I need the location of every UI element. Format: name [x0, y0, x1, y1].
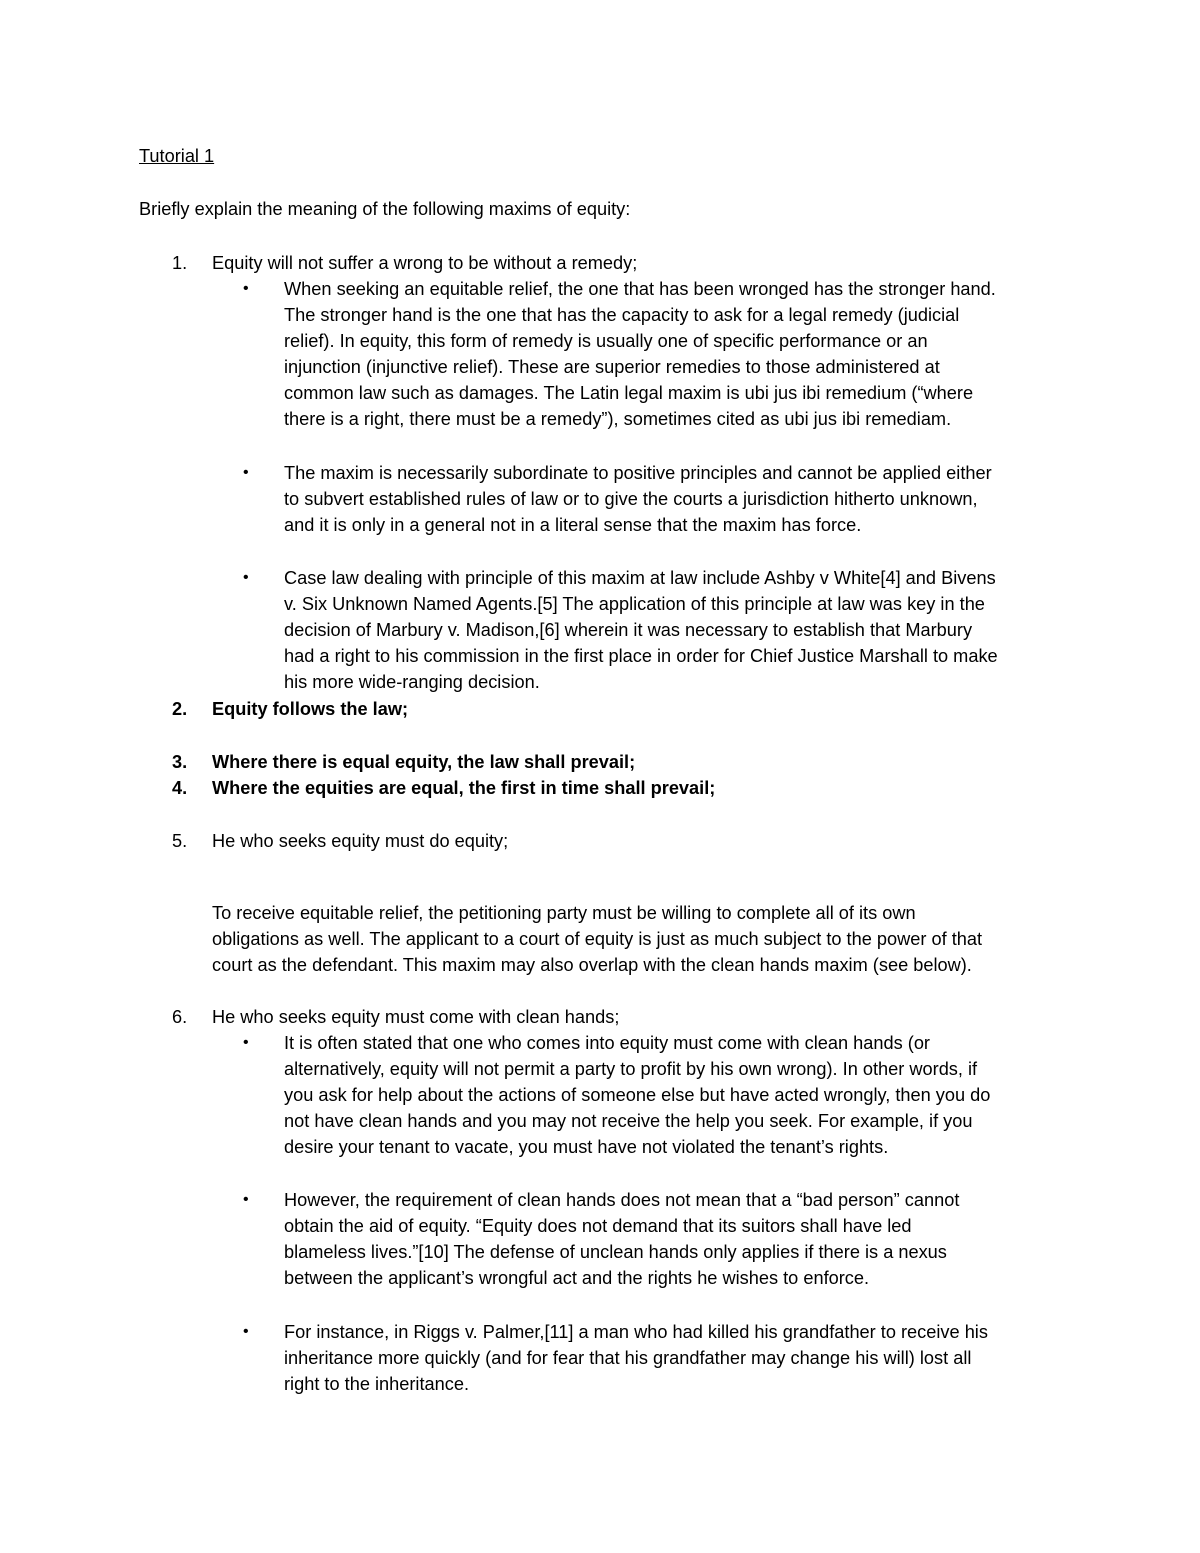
bullet-line: When seeking an equitable relief, the one that has been wronged has the stronger hand. [284, 279, 996, 299]
bullet-line: blameless lives.”[10] The defense of unclean hands only applies if there is a nexus [284, 1242, 947, 1262]
bullet-line: you ask for help about the actions of someone else but have acted wrongly, then you do [284, 1085, 991, 1105]
paragraph-line: court as the defendant. This maxim may also overlap with the clean hands maxim (see below). [212, 955, 972, 975]
item-heading: Where the equities are equal, the first in time shall prevail; [212, 778, 716, 798]
item-heading: Where there is equal equity, the law shall prevail; [212, 752, 636, 772]
bullet-line: Case law dealing with principle of this maxim at law include Ashby v White[4] and Bivens [284, 568, 996, 588]
bullet-line: obtain the aid of equity. “Equity does not demand that its suitors shall have led [284, 1216, 912, 1236]
instruction-text: Briefly explain the meaning of the following maxims of equity: [139, 199, 631, 219]
bullet-point: • [243, 1191, 249, 1208]
bullet-line: v. Six Unknown Named Agents.[5] The application of this principle at law was key in the [284, 594, 985, 614]
item-heading: Equity will not suffer a wrong to be without a remedy; [212, 253, 638, 273]
item-heading: He who seeks equity must do equity; [212, 831, 509, 851]
bullet-line: injunction (injunctive relief). These are superior remedies to those administered at [284, 357, 940, 377]
bullet-line: not have clean hands and you may not receive the help you seek. For example, if you [284, 1111, 973, 1131]
bullet-line: relief). In equity, this form of remedy is usually one of specific performance or an [284, 331, 928, 351]
bullet-line: common law such as damages. The Latin legal maxim is ubi jus ibi remedium (“where [284, 383, 974, 403]
bullet-line: there is a right, there must be a remedy”), sometimes cited as ubi jus ibi remediam. [284, 409, 952, 429]
bullet-line: right to the inheritance. [284, 1374, 470, 1394]
item-number: 5. [172, 831, 188, 851]
bullet-line: decision of Marbury v. Madison,[6] wherein it was necessary to establish that Marbury [284, 620, 973, 640]
bullet-line: had a right to his commission in the first place in order for Chief Justice Marshall to make [284, 646, 998, 666]
document-title: Tutorial 1 [139, 146, 215, 166]
item-number: 4. [172, 778, 188, 798]
bullet-point: • [243, 1034, 249, 1051]
bullet-line: between the applicant’s wrongful act and the rights he wishes to enforce. [284, 1268, 870, 1288]
item-number: 6. [172, 1007, 188, 1027]
bullet-line: alternatively, equity will not permit a party to profit by his own wrong). In other words, if [284, 1059, 978, 1079]
item-number: 3. [172, 752, 188, 772]
bullet-line: to subvert established rules of law or to give the courts a jurisdiction hitherto unknown, [284, 489, 978, 509]
bullet-line: desire your tenant to vacate, you must have not violated the tenant’s rights. [284, 1137, 889, 1157]
bullet-point: • [243, 464, 249, 481]
bullet-line: The stronger hand is the one that has the capacity to ask for a legal remedy (judicial [284, 305, 960, 325]
bullet-line: his more wide-ranging decision. [284, 672, 540, 692]
bullet-line: inheritance more quickly (and for fear that his grandfather may change his will) lost all [284, 1348, 972, 1368]
bullet-line: It is often stated that one who comes into equity must come with clean hands (or [284, 1033, 930, 1053]
bullet-line: The maxim is necessarily subordinate to positive principles and cannot be applied either [284, 463, 992, 483]
item-number: 1. [172, 253, 188, 273]
paragraph-line: obligations as well. The applicant to a court of equity is just as much subject to the power of that [212, 929, 983, 949]
bullet-line: For instance, in Riggs v. Palmer,[11] a man who had killed his grandfather to receive his [284, 1322, 988, 1342]
bullet-line: However, the requirement of clean hands does not mean that a “bad person” cannot [284, 1190, 960, 1210]
item-number: 2. [172, 699, 188, 719]
bullet-point: • [243, 1323, 249, 1340]
bullet-point: • [243, 280, 249, 297]
bullet-line: and it is only in a general not in a literal sense that the maxim has force. [284, 515, 862, 535]
bullet-point: • [243, 569, 249, 586]
item-heading: He who seeks equity must come with clean hands; [212, 1007, 620, 1027]
paragraph-line: To receive equitable relief, the petitioning party must be willing to complete all of its own [212, 903, 916, 923]
item-heading: Equity follows the law; [212, 699, 409, 719]
